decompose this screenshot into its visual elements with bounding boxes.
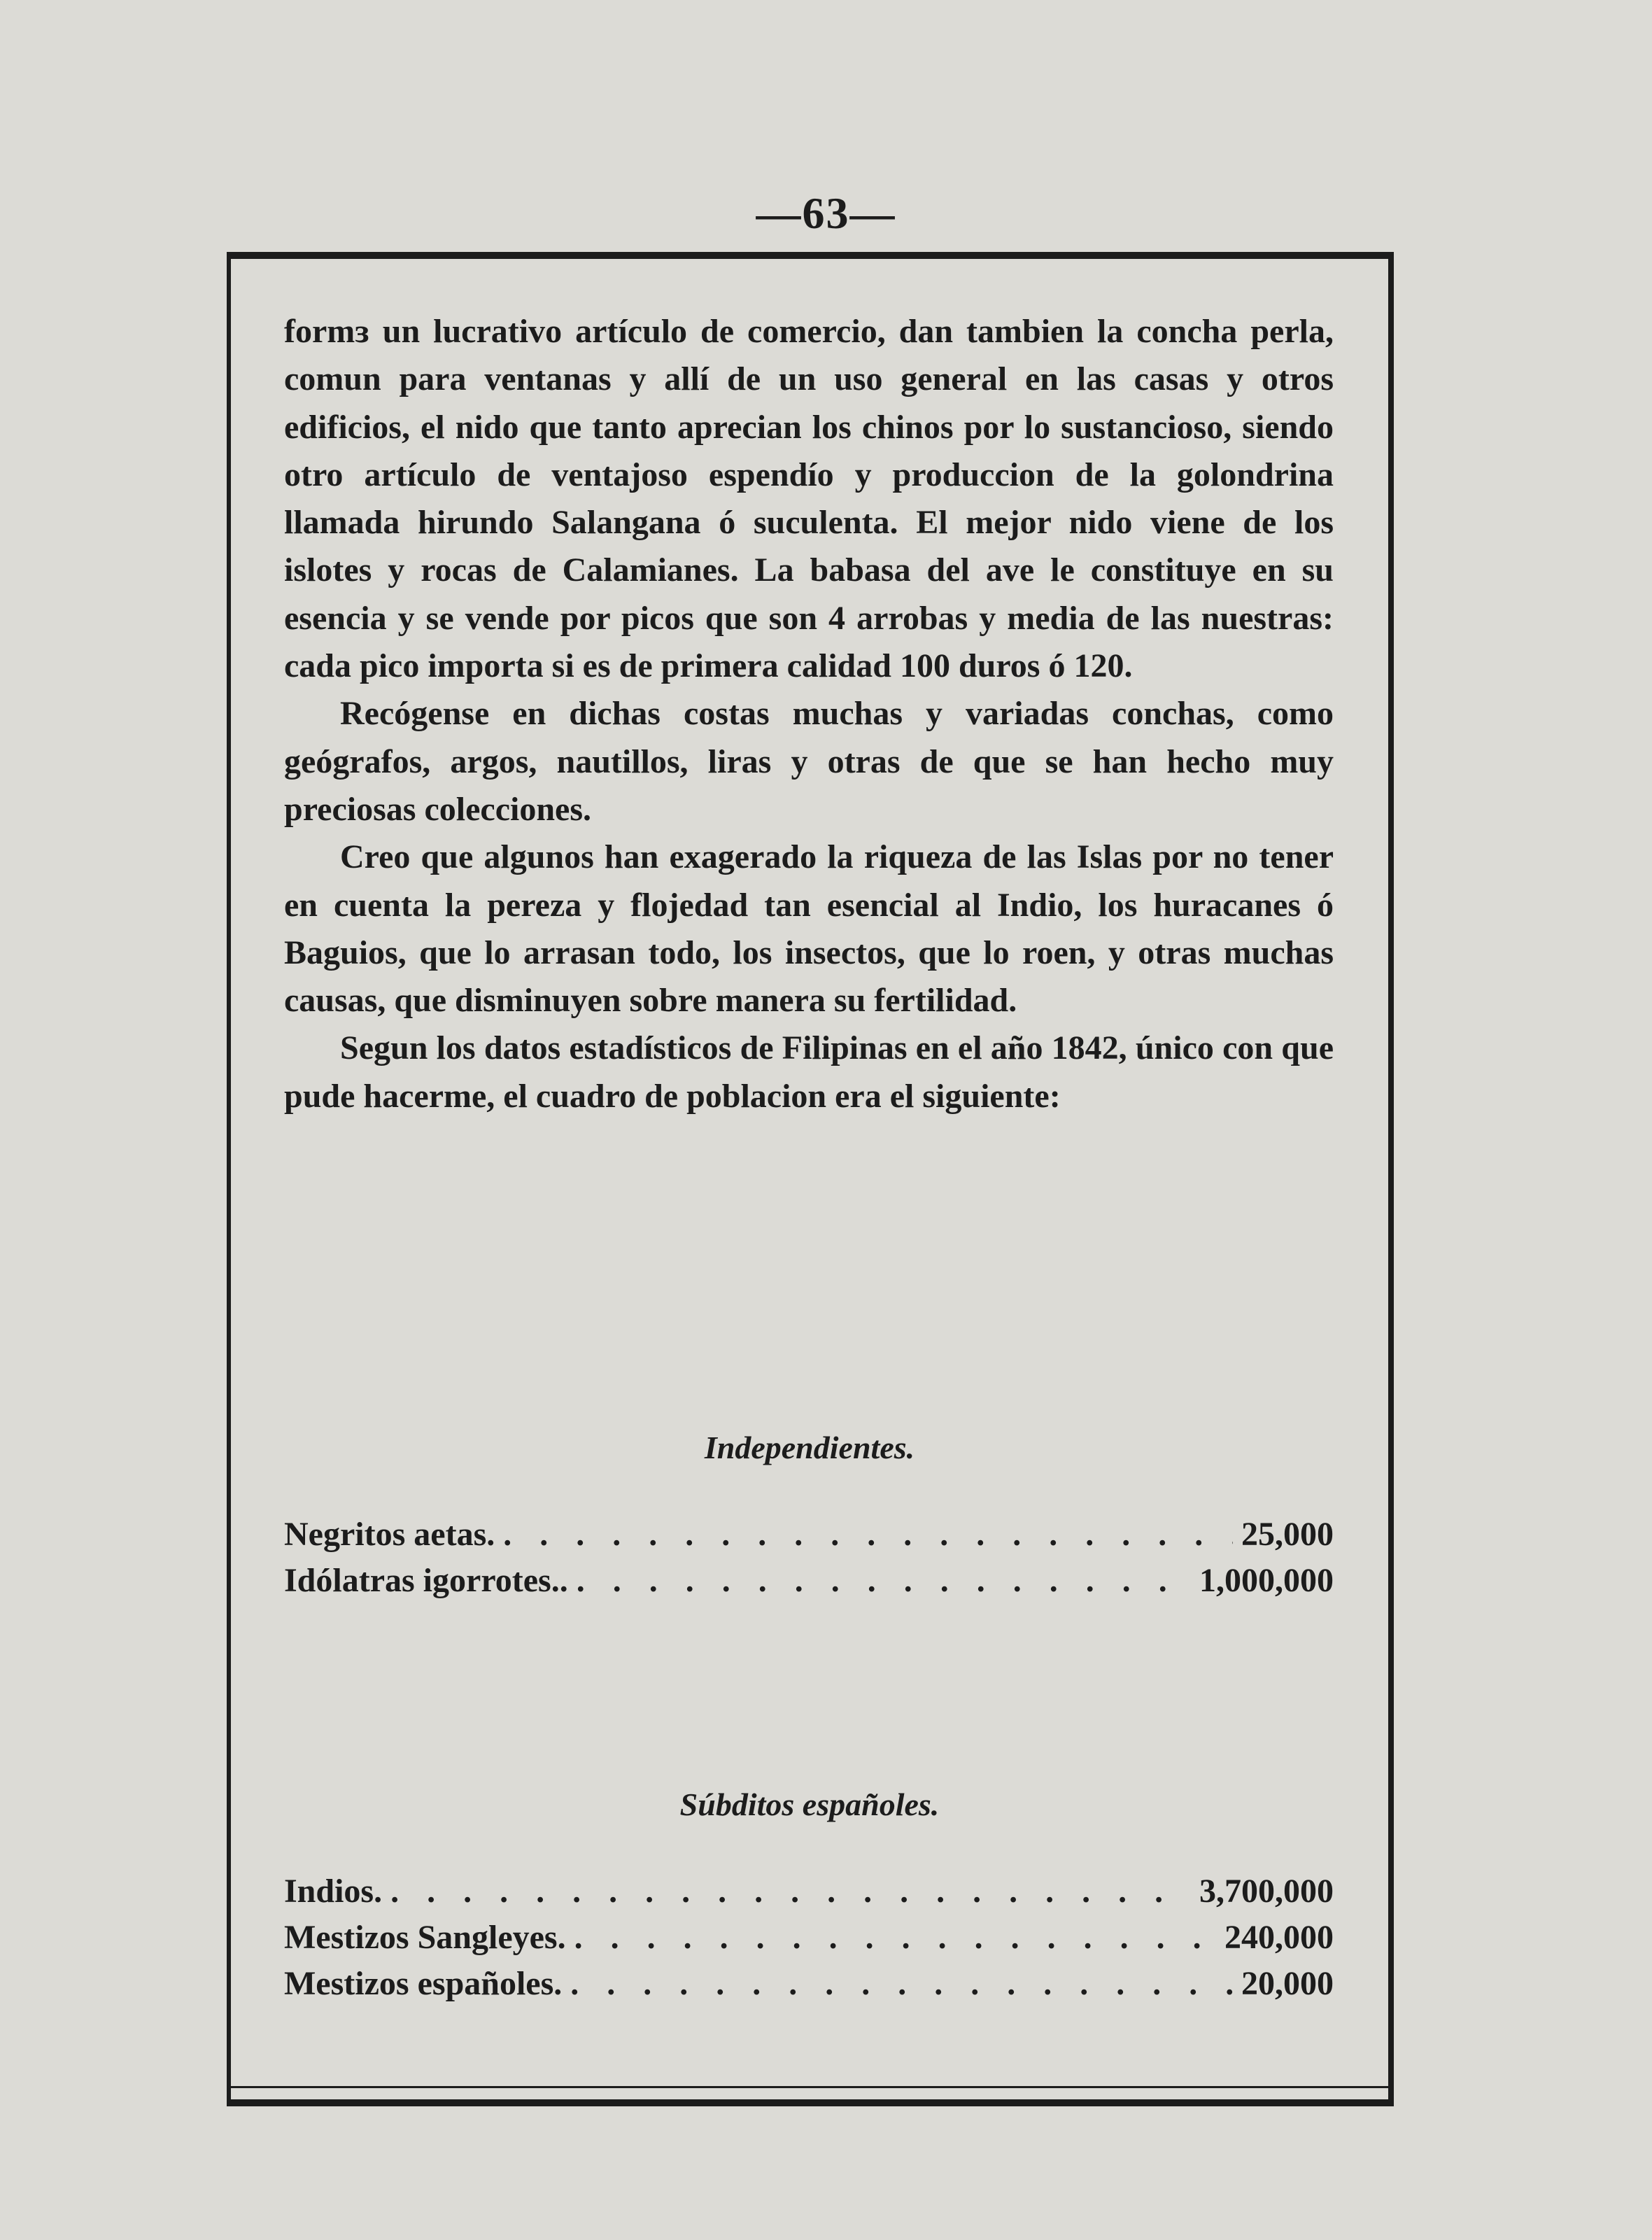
body-text [284, 308, 1334, 1120]
paragraph-2: Recógense en dichas costas muchas y variadas conchas, como geógrafos, argos, nautillos, liras y otras de que se han hecho muy preciosas colecciones. [284, 695, 1334, 828]
table-subditos [284, 1868, 1334, 2007]
heading-subditos: Súbditos españoles. [679, 1787, 940, 1822]
table-row [284, 1961, 1334, 2007]
table-independientes [284, 1512, 1334, 1604]
row-value: 3,700,000 [1199, 1873, 1334, 1910]
paragraph-1: formɜ un lucrativo artículo de comercio, dan tambien la concha perla, comun para ventanas y allí de un uso general en las casas y otros edificios, el nido que tanto aprecian los chinos por lo sustancioso, siendo otro artículo de ventajoso espendío y produccion de la golondrina llamada hirundo Salangana ó suculenta. El mejor nido viene de los islotes y rocas de Calamianes. La babasa del ave le constituye en su esencia y se vende por picos que son 4 arrobas y media de las nuestras: cada pico importa si es de primera calidad 100 duros ó 120. [284, 313, 1334, 685]
dot-leader [390, 1868, 1191, 1915]
dot-leader [574, 1915, 1216, 1961]
heading-independientes: Independientes. [704, 1430, 915, 1465]
table-row [284, 1868, 1334, 1915]
row-label: Negritos aetas. [284, 1516, 495, 1553]
row-label: Idólatras igorrotes.. [284, 1562, 568, 1599]
page-number: —63— [756, 188, 896, 238]
row-value: 1,000,000 [1199, 1562, 1334, 1599]
table-row [284, 1915, 1334, 1961]
text-frame [227, 252, 1394, 2106]
paragraph-4: Segun los datos estadísticos de Filipinas en el año 1842, único con que pude hacerme, el cuadro de poblacion era el siguiente: [284, 1029, 1334, 1115]
dot-leader [503, 1512, 1233, 1558]
row-label: Indios. [284, 1873, 383, 1910]
table-row [284, 1558, 1334, 1604]
row-label: Mestizos españoles. [284, 1965, 563, 2002]
dot-leader [570, 1961, 1233, 2007]
dot-leader [577, 1558, 1191, 1604]
row-value: 240,000 [1224, 1919, 1334, 1956]
row-value: 20,000 [1241, 1965, 1334, 2002]
row-value: 25,000 [1241, 1516, 1334, 1553]
table-row [284, 1512, 1334, 1558]
bottom-rule [231, 2086, 1388, 2088]
row-label: Mestizos Sangleyes. [284, 1919, 566, 1956]
paragraph-3: Creo que algunos han exagerado la riqueza de las Islas por no tener en cuenta la pereza y flojedad tan esencial al Indio, los huracanes ó Baguios, que lo arrasan todo, los insectos, que lo roen, y otras muchas causas, que disminuyen sobre manera su fertilidad. [284, 838, 1334, 1020]
